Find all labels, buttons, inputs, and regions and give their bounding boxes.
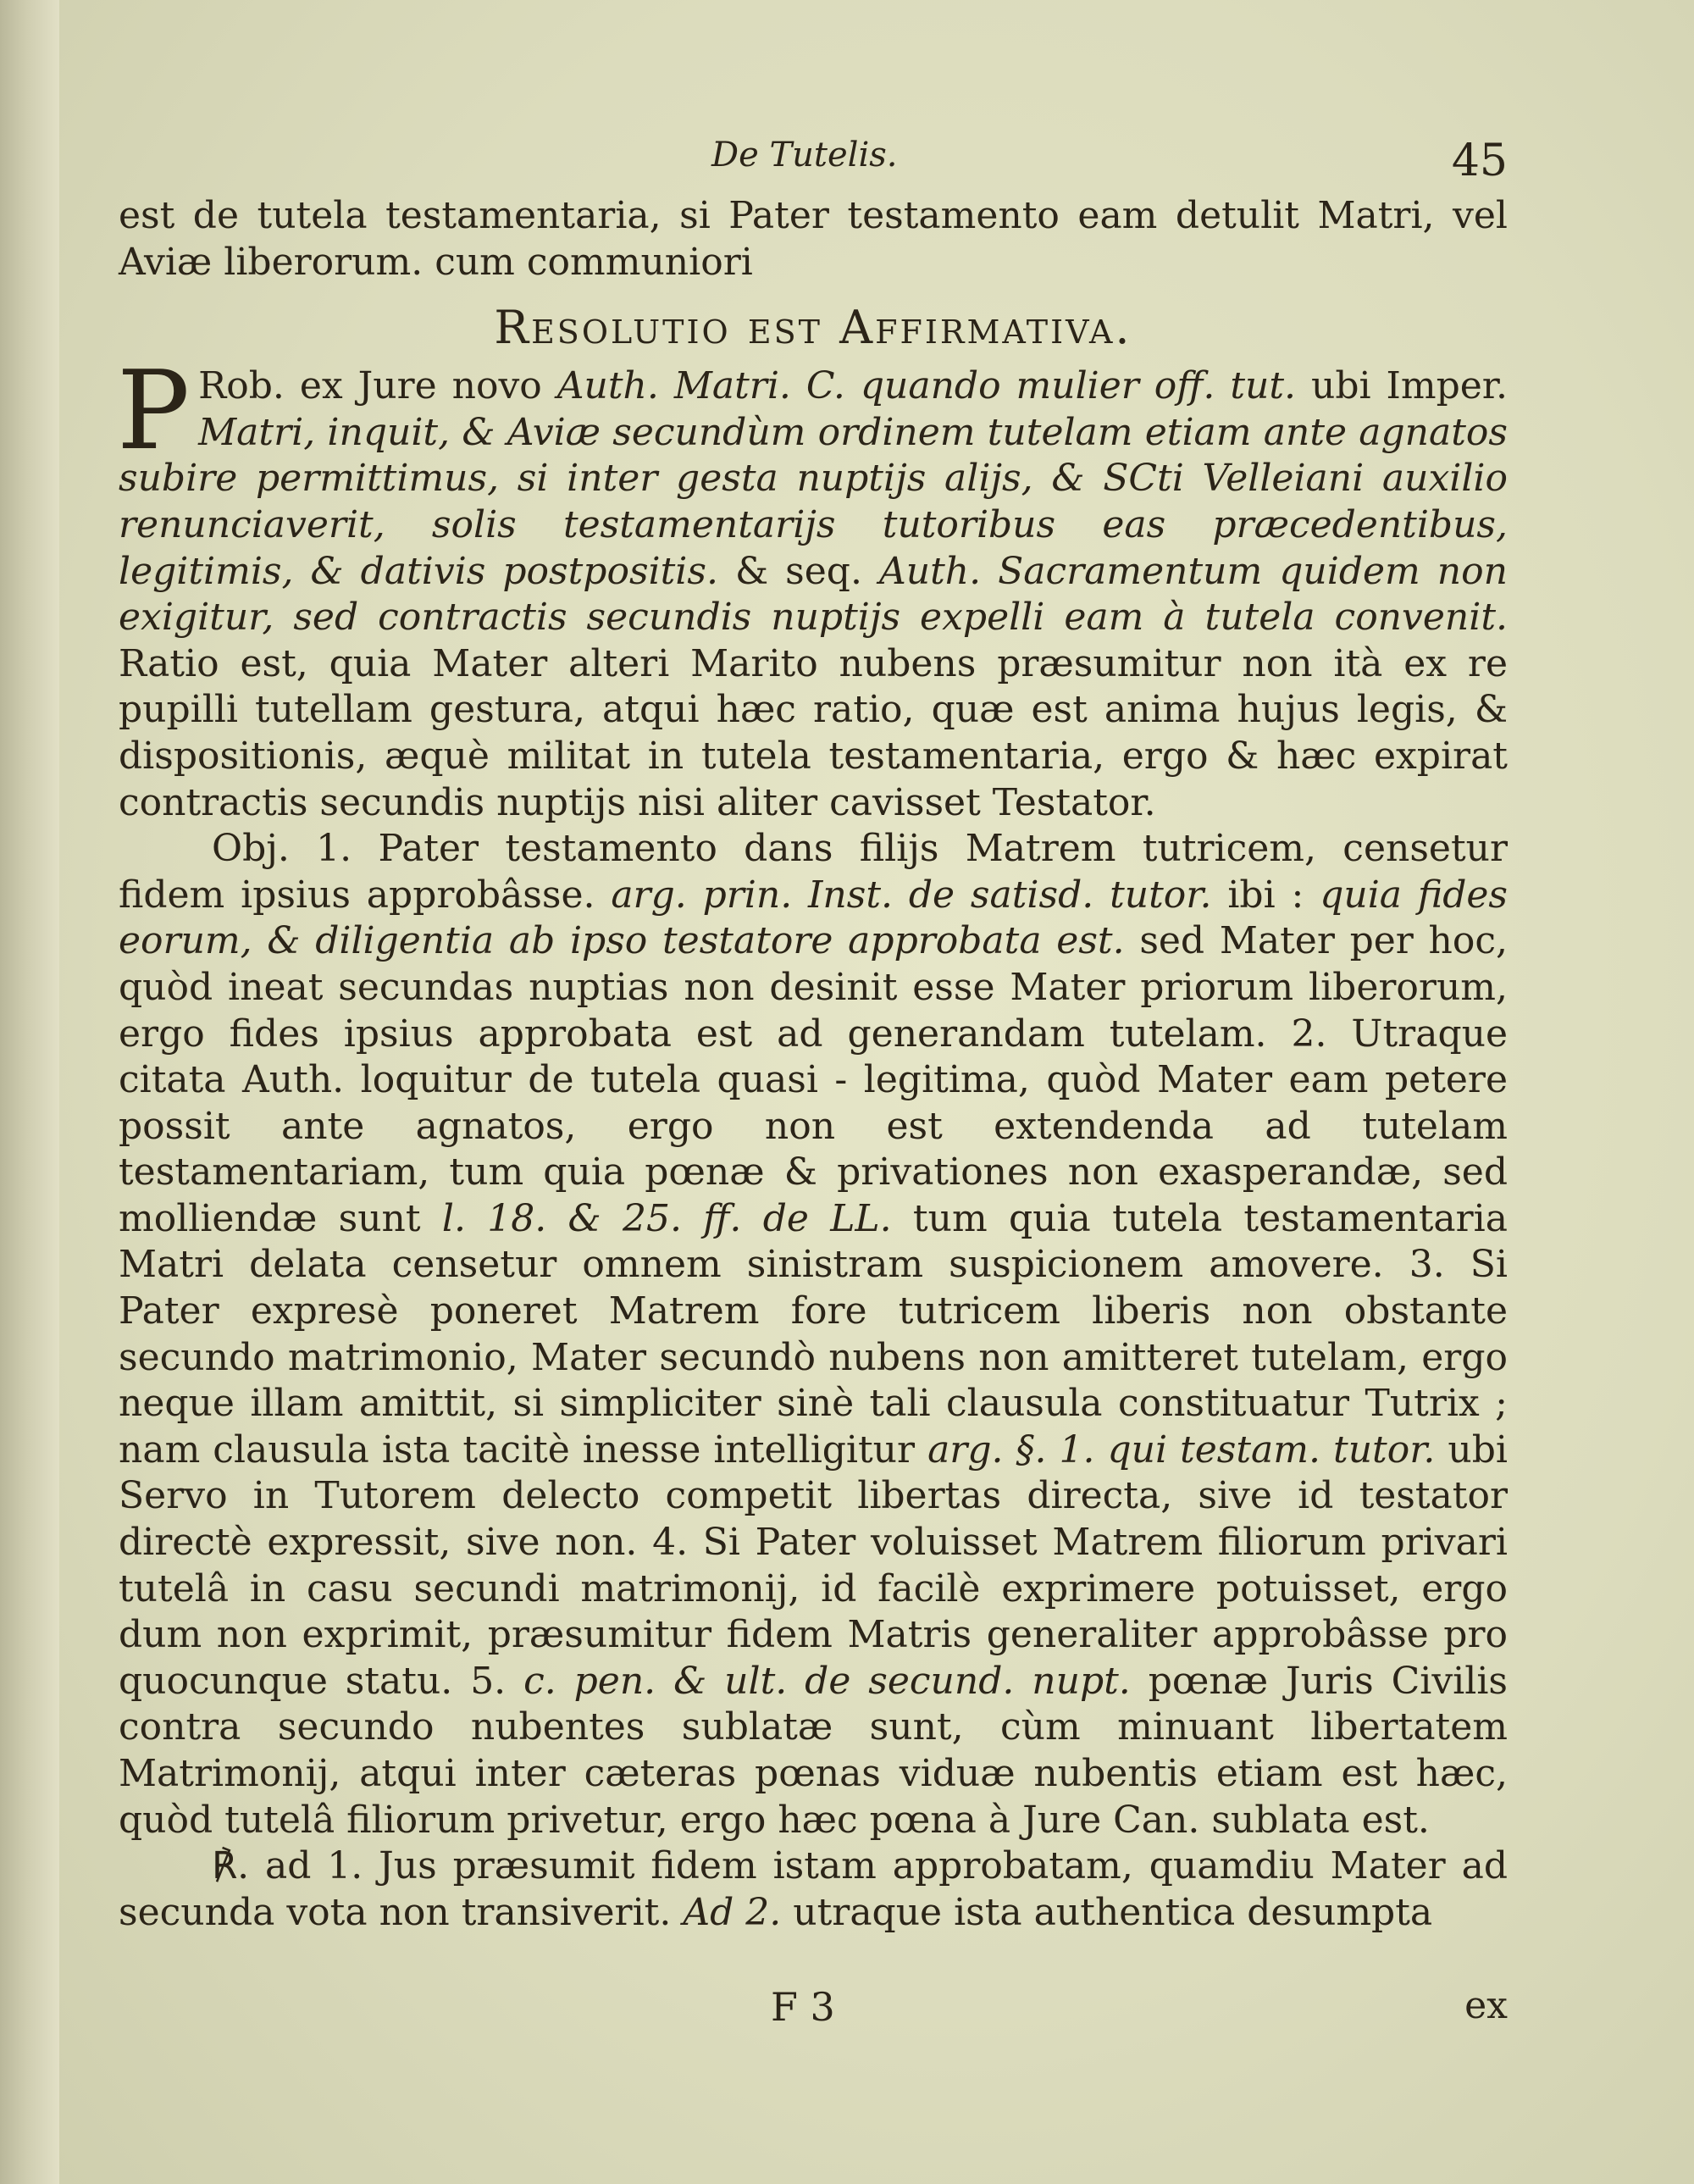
objection-quotation: quia fides eorum, & diligentia ab ipso testatore approbata est. (119, 873, 1508, 963)
objection-citation-4: c. pen. & ult. de secund. nupt. (523, 1659, 1131, 1703)
objection-text-4: tum quia tutela testamentaria Matri delata censetur omnem sinistram suspicionem amovere. 3. Si Pater expresè poneret Matrem fore tutricem liberis non obstante secundo matrimonio, Mater secundò nubens non amitteret tutelam, ergo neque illam amittit, si simpliciter sinè tali clausula constituatur Tutrix ; nam clausula ista tacitè inesse intelligitur (119, 1196, 1508, 1472)
proof-citation-1: Auth. Matri. C. quando mulier off. tut. (556, 364, 1297, 408)
objection-citation-1: arg. prin. Inst. de satisd. tutor. (611, 873, 1212, 917)
page-footer (119, 1984, 1508, 2035)
response-text-2: utraque ista authentica desumpta (793, 1890, 1433, 1934)
initial-capital: P (117, 348, 191, 475)
signature-mark: F 3 (771, 1984, 835, 2030)
objection-text-3: sed Mater per hoc, quòd ineat secundas nuptias non desinit esse Mater priorum liberorum, ergo fides ipsius approbata est ad generandam tutelam. 2. Utraque citata Auth. loquitur de tutela quasi - legitima, quòd Mater eam petere possit ante agnatos, ergo non est extendenda ad tutelam testamentariam, tum quia pœnæ & privationes non exasperandæ, sed molliendæ sunt (119, 919, 1508, 1240)
proof-quotation: Matri, inquit, & Aviæ secundùm ordinem tutelam etiam ante agnatos subire permittimus, si inter gesta nuptijs alijs, & SCti Velleiani auxilio renunciaverit, solis testamentarijs tutoribus eas præcedentibus, legitimis, & dativis postpositis. (119, 410, 1508, 593)
objection-text-5: ubi Servo in Tutorem delecto competit libertas directa, sive id testator directè expressit, sive non. 4. Si Pater voluisset Matrem filiorum privari tutelâ in casu secundi matrimonij, id facilè exprimere potuisset, ergo dum non exprimit, præsumitur fidem Matris generaliter approbâsse pro quocunque statu. 5. (119, 1427, 1508, 1703)
book-binding-edge (0, 0, 59, 2184)
paragraph-proof (117, 348, 1508, 826)
response-text-1: ℟. ad 1. Jus præsumit fidem istam approbatam, quamdiu Mater ad secunda vota non transiverit. (119, 1844, 1508, 1934)
objection-text-2: ibi : (1227, 873, 1304, 917)
objection-citation-2: l. 18. & 25. ff. de LL. (441, 1196, 892, 1240)
resolution-heading: Resolutio est Affirmativa. (494, 301, 1132, 355)
objection-text-1: Obj. 1. Pater testamento dans filijs Matrem tutricem, censetur fidem ipsius approbâsse. (119, 827, 1508, 917)
objection-text-6: pœnæ Juris Civilis contra secundo nubentes sublatæ sunt, cùm minuant libertatem Matrimonij, atqui inter cæteras pœnas viduæ nubentis etiam est hæc, quòd tutelâ filiorum privetur, ergo hæc pœna à Jure Can. sublata est. (119, 1659, 1508, 1842)
proof-text-4: Ratio est, quia Mater alteri Marito nubens præsumitur non ità ex re pupilli tutellam gestura, atqui hæc ratio, quæ est anima hujus legis, & dispositionis, æquè militat in tutela testamentaria, ergo & hæc expirat contractis secundis nuptijs nisi aliter cavisset Testator. (119, 641, 1508, 824)
proof-text-2: ubi Imper. (1310, 364, 1508, 408)
page-body (119, 193, 1508, 1936)
page-header (119, 136, 1508, 186)
running-title: De Tutelis. (711, 136, 898, 175)
proof-text-1: Rob. ex Jure novo (198, 364, 542, 408)
proof-citation-2: Auth. Sacramentum quidem non exigitur, sed contractis secundis nuptijs expelli eam à tutela convenit. (119, 549, 1508, 640)
paragraph-continuation: est de tutela testamentaria, si Pater testamento eam detulit Matri, vel Aviæ liberorum. cum communiori (119, 194, 1508, 284)
proof-text-3: & seq. (734, 549, 862, 593)
objection-citation-3: arg. §. 1. qui testam. tutor. (927, 1427, 1436, 1472)
response-marker-2: Ad 2. (683, 1890, 782, 1934)
page-number: 45 (1451, 136, 1508, 186)
paragraph-objections (119, 826, 1508, 1843)
catchword: ex (1464, 1984, 1508, 2027)
paragraph-responses (119, 1843, 1508, 1936)
